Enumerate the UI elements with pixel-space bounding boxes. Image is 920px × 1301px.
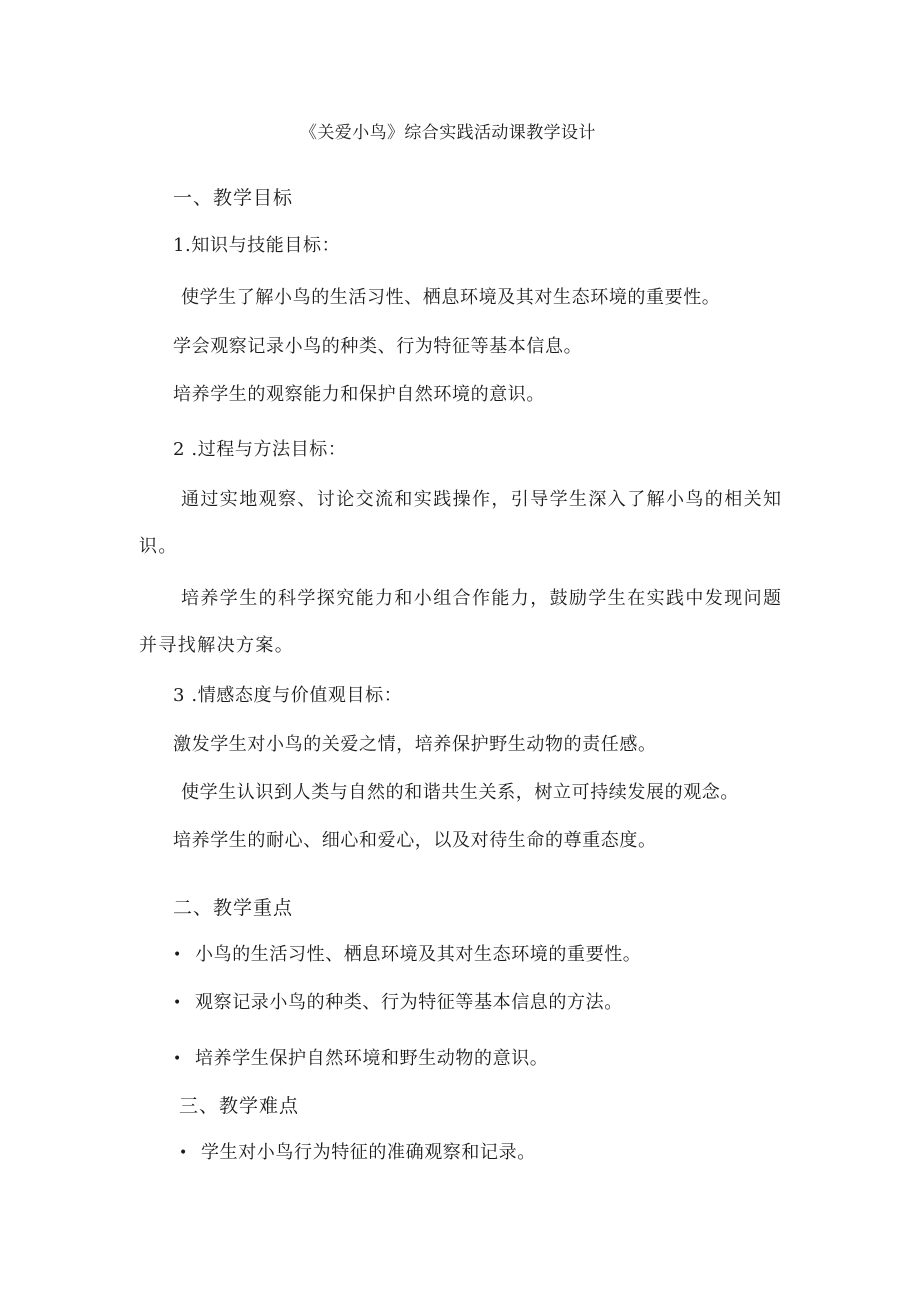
paragraph: 通过实地观察、讨论交流和实践操作，引导学生深入了解小鸟的相关知识。 <box>139 489 783 557</box>
section-heading-difficulties: 三、教学难点 <box>179 1095 300 1117</box>
list-item <box>173 943 641 967</box>
paragraph: 培养学生的科学探究能力和小组合作能力，鼓励学生在实践中发现问题并寻找解决方案。 <box>139 588 783 656</box>
list-item <box>173 1047 548 1071</box>
paragraph: 使学生认识到人类与自然的和谐共生关系，树立可持续发展的观念。 <box>181 782 739 803</box>
paragraph: 使学生了解小鸟的生活习性、栖息环境及其对生态环境的重要性。 <box>181 287 721 308</box>
list-item-text: 学生对小鸟行为特征的准确观察和记录。 <box>201 1142 536 1163</box>
section-heading-key-points: 二、教学重点 <box>173 897 294 919</box>
list-item-text: 小鸟的生活习性、栖息环境及其对生态环境的重要性。 <box>195 944 642 965</box>
subsection-label-knowledge: 1.知识与技能目标： <box>173 235 341 256</box>
paragraph: 学会观察记录小鸟的种类、行为特征等基本信息。 <box>173 336 583 357</box>
subsection-label-process: 2 .过程与方法目标： <box>173 439 347 460</box>
bullet: • <box>173 995 182 1011</box>
section-heading-objectives: 一、教学目标 <box>173 187 294 209</box>
list-item <box>179 1141 536 1165</box>
bullet: • <box>173 947 182 963</box>
list-item <box>173 991 623 1015</box>
document-title: 《关爱小鸟》综合实践活动课教学设计 <box>300 123 596 143</box>
subsection-label-attitude: 3 .情感态度与价值观目标： <box>173 685 403 706</box>
paragraph: 培养学生的观察能力和保护自然环境的意识。 <box>173 384 545 405</box>
list-item-text: 观察记录小鸟的种类、行为特征等基本信息的方法。 <box>195 992 623 1013</box>
bullet: • <box>173 1051 182 1067</box>
list-item-text: 培养学生保护自然环境和野生动物的意识。 <box>195 1048 549 1069</box>
paragraph: 培养学生的耐心、细心和爱心，以及对待生命的尊重态度。 <box>173 830 657 851</box>
paragraph: 激发学生对小鸟的关爱之情，培养保护野生动物的责任感。 <box>173 734 657 755</box>
bullet: • <box>179 1145 188 1161</box>
